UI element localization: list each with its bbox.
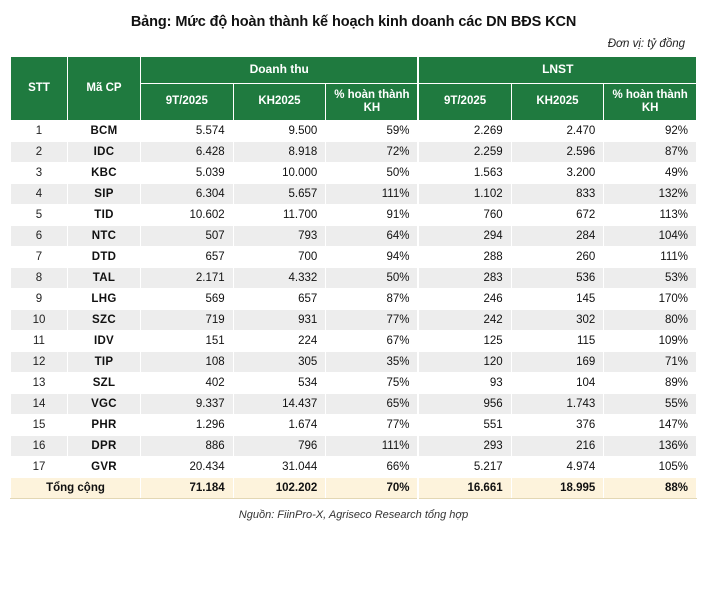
unit-note: Đơn vị: tỷ đồng [607,38,685,50]
row-stt: 6 [11,226,68,247]
row-profit-9t: 293 [418,436,511,457]
row-ticker: IDV [68,331,141,352]
header-revenue-pct: % hoàn thành KH [326,83,419,120]
row-profit-pct: 105% [604,457,697,478]
header-profit-pct: % hoàn thành KH [604,83,697,120]
row-profit-kh: 672 [511,205,604,226]
row-profit-9t: 5.217 [418,457,511,478]
row-revenue-kh: 14.437 [233,394,326,415]
row-stt: 10 [11,310,68,331]
row-ticker: SIP [68,184,141,205]
header-profit-kh: KH2025 [511,83,604,120]
row-revenue-pct: 64% [326,226,419,247]
row-profit-kh: 2.470 [511,121,604,142]
row-revenue-kh: 931 [233,310,326,331]
row-revenue-9t: 886 [141,436,234,457]
table-row [11,436,697,457]
row-revenue-pct: 94% [326,247,419,268]
row-revenue-kh: 796 [233,436,326,457]
row-profit-pct: 92% [604,121,697,142]
row-profit-9t: 2.259 [418,142,511,163]
row-revenue-pct: 67% [326,331,419,352]
row-revenue-kh: 10.000 [233,163,326,184]
row-profit-kh: 115 [511,331,604,352]
row-profit-9t: 288 [418,247,511,268]
row-stt: 3 [11,163,68,184]
table-row [11,289,697,310]
row-revenue-pct: 35% [326,352,419,373]
row-revenue-pct: 91% [326,205,419,226]
row-stt: 11 [11,331,68,352]
row-profit-9t: 125 [418,331,511,352]
table-row [11,184,697,205]
row-stt: 7 [11,247,68,268]
row-revenue-kh: 224 [233,331,326,352]
row-revenue-kh: 11.700 [233,205,326,226]
row-stt: 4 [11,184,68,205]
row-revenue-9t: 1.296 [141,415,234,436]
row-profit-pct: 80% [604,310,697,331]
table-row [11,247,697,268]
row-revenue-9t: 507 [141,226,234,247]
row-profit-kh: 1.743 [511,394,604,415]
table-row [11,310,697,331]
row-profit-pct: 87% [604,142,697,163]
header-stt: STT [11,57,68,121]
row-revenue-pct: 111% [326,436,419,457]
row-revenue-pct: 59% [326,121,419,142]
row-ticker: TID [68,205,141,226]
row-profit-pct: 109% [604,331,697,352]
row-revenue-kh: 534 [233,373,326,394]
row-stt: 2 [11,142,68,163]
row-revenue-9t: 6.428 [141,142,234,163]
row-revenue-9t: 5.039 [141,163,234,184]
total-profit-kh: 18.995 [511,478,604,499]
row-stt: 8 [11,268,68,289]
row-profit-kh: 833 [511,184,604,205]
total-profit-9t: 16.661 [418,478,511,499]
header-profit-9t: 9T/2025 [418,83,511,120]
row-profit-9t: 1.563 [418,163,511,184]
row-ticker: DPR [68,436,141,457]
row-profit-9t: 2.269 [418,121,511,142]
row-revenue-9t: 2.171 [141,268,234,289]
row-profit-kh: 2.596 [511,142,604,163]
row-profit-pct: 89% [604,373,697,394]
row-profit-kh: 169 [511,352,604,373]
table-row [11,373,697,394]
table-row [11,268,697,289]
row-ticker: VGC [68,394,141,415]
row-revenue-pct: 77% [326,415,419,436]
row-revenue-kh: 8.918 [233,142,326,163]
row-ticker: LHG [68,289,141,310]
header-group-revenue: Doanh thu [141,57,419,84]
row-stt: 14 [11,394,68,415]
row-revenue-kh: 5.657 [233,184,326,205]
row-ticker: TIP [68,352,141,373]
table-body [11,121,697,499]
row-revenue-kh: 305 [233,352,326,373]
row-revenue-9t: 5.574 [141,121,234,142]
table-row [11,352,697,373]
header-group-row [11,57,697,84]
row-stt: 12 [11,352,68,373]
row-profit-9t: 294 [418,226,511,247]
row-profit-kh: 3.200 [511,163,604,184]
row-revenue-pct: 50% [326,268,419,289]
row-stt: 13 [11,373,68,394]
row-revenue-pct: 72% [326,142,419,163]
row-revenue-kh: 9.500 [233,121,326,142]
row-profit-kh: 260 [511,247,604,268]
row-revenue-9t: 151 [141,331,234,352]
row-profit-pct: 147% [604,415,697,436]
row-profit-kh: 536 [511,268,604,289]
total-label: Tổng cộng [11,478,141,499]
row-revenue-9t: 657 [141,247,234,268]
table-row [11,205,697,226]
source-note: Nguồn: FiinPro-X, Agriseco Research tổng hợp [238,509,469,522]
row-profit-kh: 376 [511,415,604,436]
total-row [11,478,697,499]
row-profit-9t: 242 [418,310,511,331]
row-revenue-kh: 31.044 [233,457,326,478]
row-ticker: PHR [68,415,141,436]
total-revenue-9t: 71.184 [141,478,234,499]
row-stt: 5 [11,205,68,226]
row-profit-pct: 113% [604,205,697,226]
table-row [11,394,697,415]
table-row [11,142,697,163]
row-stt: 9 [11,289,68,310]
row-revenue-pct: 65% [326,394,419,415]
row-profit-9t: 1.102 [418,184,511,205]
row-ticker: BCM [68,121,141,142]
row-revenue-kh: 1.674 [233,415,326,436]
row-profit-pct: 104% [604,226,697,247]
row-stt: 15 [11,415,68,436]
row-profit-kh: 284 [511,226,604,247]
row-profit-kh: 216 [511,436,604,457]
row-profit-9t: 551 [418,415,511,436]
row-profit-kh: 302 [511,310,604,331]
table-row [11,226,697,247]
row-revenue-kh: 657 [233,289,326,310]
row-revenue-9t: 569 [141,289,234,310]
row-ticker: KBC [68,163,141,184]
table-row [11,331,697,352]
header-revenue-9t: 9T/2025 [141,83,234,120]
row-profit-pct: 170% [604,289,697,310]
row-profit-pct: 49% [604,163,697,184]
row-profit-pct: 132% [604,184,697,205]
row-revenue-9t: 6.304 [141,184,234,205]
row-stt: 17 [11,457,68,478]
header-revenue-kh: KH2025 [233,83,326,120]
row-profit-kh: 145 [511,289,604,310]
row-revenue-9t: 9.337 [141,394,234,415]
row-revenue-kh: 793 [233,226,326,247]
row-revenue-pct: 87% [326,289,419,310]
row-profit-pct: 136% [604,436,697,457]
data-table [10,56,697,499]
row-revenue-9t: 108 [141,352,234,373]
table-row [11,415,697,436]
row-profit-9t: 283 [418,268,511,289]
row-ticker: SZL [68,373,141,394]
row-profit-9t: 93 [418,373,511,394]
row-revenue-9t: 20.434 [141,457,234,478]
row-profit-pct: 111% [604,247,697,268]
row-profit-pct: 71% [604,352,697,373]
row-ticker: SZC [68,310,141,331]
total-revenue-kh: 102.202 [233,478,326,499]
row-profit-9t: 120 [418,352,511,373]
row-revenue-kh: 700 [233,247,326,268]
row-profit-kh: 4.974 [511,457,604,478]
total-revenue-pct: 70% [326,478,419,499]
header-group-profit: LNST [418,57,696,84]
row-profit-pct: 53% [604,268,697,289]
row-ticker: DTD [68,247,141,268]
row-profit-kh: 104 [511,373,604,394]
row-ticker: NTC [68,226,141,247]
table-header [11,57,697,121]
row-ticker: GVR [68,457,141,478]
table-row [11,457,697,478]
row-revenue-pct: 50% [326,163,419,184]
row-stt: 1 [11,121,68,142]
row-revenue-pct: 111% [326,184,419,205]
row-revenue-9t: 719 [141,310,234,331]
row-revenue-9t: 402 [141,373,234,394]
table-row [11,121,697,142]
row-profit-9t: 246 [418,289,511,310]
total-profit-pct: 88% [604,478,697,499]
header-ma-cp: Mã CP [68,57,141,121]
row-ticker: IDC [68,142,141,163]
row-stt: 16 [11,436,68,457]
row-revenue-pct: 75% [326,373,419,394]
page-title: Bảng: Mức độ hoàn thành kế hoạch kinh doanh các DN BĐS KCN [130,14,577,30]
row-profit-9t: 760 [418,205,511,226]
row-revenue-kh: 4.332 [233,268,326,289]
row-profit-9t: 956 [418,394,511,415]
row-revenue-pct: 77% [326,310,419,331]
row-revenue-9t: 10.602 [141,205,234,226]
table-row [11,163,697,184]
row-profit-pct: 55% [604,394,697,415]
row-ticker: TAL [68,268,141,289]
row-revenue-pct: 66% [326,457,419,478]
